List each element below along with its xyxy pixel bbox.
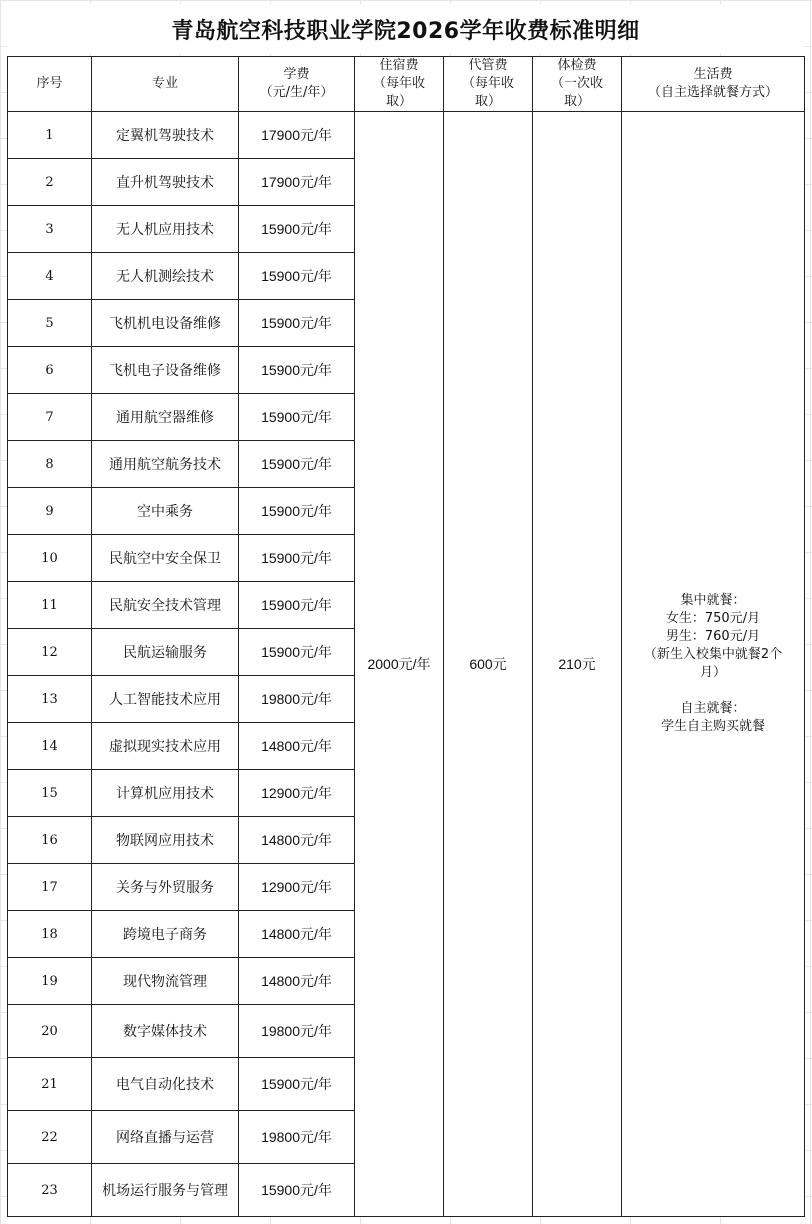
header-tuition-line2: （元/生/年） (259, 85, 334, 100)
row-major: 无人机测绘技术 (92, 253, 239, 300)
row-index: 19 (8, 958, 92, 1005)
header-custody-line1: 代管费 (468, 58, 508, 73)
living-line6: 自主就餐： (680, 701, 746, 716)
row-major: 电气自动化技术 (92, 1058, 239, 1111)
row-major: 跨境电子商务 (92, 911, 239, 958)
row-index: 5 (8, 300, 92, 347)
header-exam-line2: （一次收 (550, 76, 603, 91)
row-major: 飞机电子设备维修 (92, 347, 239, 394)
header-index: 序号 (8, 57, 92, 112)
row-major: 飞机机电设备维修 (92, 300, 239, 347)
row-major: 通用航空航务技术 (92, 441, 239, 488)
row-major: 现代物流管理 (92, 958, 239, 1005)
header-lodging-line3: 取） (385, 94, 412, 109)
row-tuition: 19800元/年 (239, 676, 355, 723)
row-index: 9 (8, 488, 92, 535)
row-tuition: 14800元/年 (239, 817, 355, 864)
row-index: 14 (8, 723, 92, 770)
row-major: 虚拟现实技术应用 (92, 723, 239, 770)
living-fee-cell (622, 112, 805, 1217)
row-tuition: 15900元/年 (239, 300, 355, 347)
row-tuition: 15900元/年 (239, 206, 355, 253)
page-title: 青岛航空科技职业学院2026学年收费标准明细 (7, 4, 804, 54)
table-row (8, 112, 805, 159)
row-index: 23 (8, 1164, 92, 1217)
living-line2: 女生：750元/月 (665, 611, 761, 626)
row-tuition: 15900元/年 (239, 1058, 355, 1111)
living-line3: 男生：760元/月 (665, 629, 761, 644)
row-tuition: 15900元/年 (239, 394, 355, 441)
living-line1: 集中就餐： (680, 593, 746, 608)
row-index: 6 (8, 347, 92, 394)
row-tuition: 19800元/年 (239, 1005, 355, 1058)
custody-fee-cell: 600元 (444, 112, 533, 1217)
row-tuition: 15900元/年 (239, 347, 355, 394)
header-tuition-line1: 学费 (283, 67, 310, 82)
row-index: 4 (8, 253, 92, 300)
row-tuition: 12900元/年 (239, 864, 355, 911)
living-line7: 学生自主购买就餐 (660, 719, 765, 734)
row-index: 20 (8, 1005, 92, 1058)
living-spacer (622, 682, 804, 700)
header-lodging (355, 57, 444, 112)
row-index: 3 (8, 206, 92, 253)
header-lodging-line1: 住宿费 (379, 58, 419, 73)
row-major: 空中乘务 (92, 488, 239, 535)
row-tuition: 14800元/年 (239, 911, 355, 958)
header-exam-line3: 取） (563, 94, 590, 109)
row-major: 通用航空器维修 (92, 394, 239, 441)
exam-fee-cell: 210元 (533, 112, 622, 1217)
row-tuition: 17900元/年 (239, 159, 355, 206)
header-living-line1: 生活费 (693, 67, 733, 82)
header-row (8, 57, 805, 112)
fee-table (7, 56, 805, 1217)
header-living-line2: （自主选择就餐方式） (647, 85, 778, 100)
row-major: 网络直播与运营 (92, 1111, 239, 1164)
row-tuition: 15900元/年 (239, 488, 355, 535)
row-index: 1 (8, 112, 92, 159)
row-tuition: 15900元/年 (239, 1164, 355, 1217)
row-major: 定翼机驾驶技术 (92, 112, 239, 159)
header-custody-line3: 取） (474, 94, 501, 109)
row-tuition: 19800元/年 (239, 1111, 355, 1164)
row-major: 计算机应用技术 (92, 770, 239, 817)
row-index: 22 (8, 1111, 92, 1164)
row-tuition: 14800元/年 (239, 958, 355, 1005)
living-line5: 月） (699, 665, 726, 680)
row-major: 直升机驾驶技术 (92, 159, 239, 206)
row-index: 12 (8, 629, 92, 676)
header-lodging-line2: （每年收 (372, 76, 425, 91)
row-index: 21 (8, 1058, 92, 1111)
lodging-fee-cell: 2000元/年 (355, 112, 444, 1217)
header-living (622, 57, 805, 112)
row-index: 16 (8, 817, 92, 864)
row-index: 2 (8, 159, 92, 206)
row-index: 15 (8, 770, 92, 817)
header-major: 专业 (92, 57, 239, 112)
row-tuition: 15900元/年 (239, 253, 355, 300)
row-major: 民航空中安全保卫 (92, 535, 239, 582)
fee-table-body (8, 112, 805, 1217)
row-index: 11 (8, 582, 92, 629)
header-tuition (239, 57, 355, 112)
header-exam-line1: 体检费 (557, 58, 597, 73)
row-tuition: 15900元/年 (239, 535, 355, 582)
header-custody (444, 57, 533, 112)
row-index: 8 (8, 441, 92, 488)
row-major: 民航运输服务 (92, 629, 239, 676)
header-custody-line2: （每年收 (461, 76, 514, 91)
row-index: 18 (8, 911, 92, 958)
row-major: 无人机应用技术 (92, 206, 239, 253)
row-index: 13 (8, 676, 92, 723)
row-index: 10 (8, 535, 92, 582)
header-exam (533, 57, 622, 112)
row-tuition: 15900元/年 (239, 441, 355, 488)
row-index: 17 (8, 864, 92, 911)
row-index: 7 (8, 394, 92, 441)
row-major: 民航安全技术管理 (92, 582, 239, 629)
row-major: 物联网应用技术 (92, 817, 239, 864)
row-tuition: 15900元/年 (239, 629, 355, 676)
row-major: 数字媒体技术 (92, 1005, 239, 1058)
row-tuition: 17900元/年 (239, 112, 355, 159)
row-major: 关务与外贸服务 (92, 864, 239, 911)
row-tuition: 14800元/年 (239, 723, 355, 770)
row-major: 人工智能技术应用 (92, 676, 239, 723)
row-tuition: 15900元/年 (239, 582, 355, 629)
living-line4: （新生入校集中就餐2个 (643, 647, 783, 662)
row-tuition: 12900元/年 (239, 770, 355, 817)
row-major: 机场运行服务与管理 (92, 1164, 239, 1217)
